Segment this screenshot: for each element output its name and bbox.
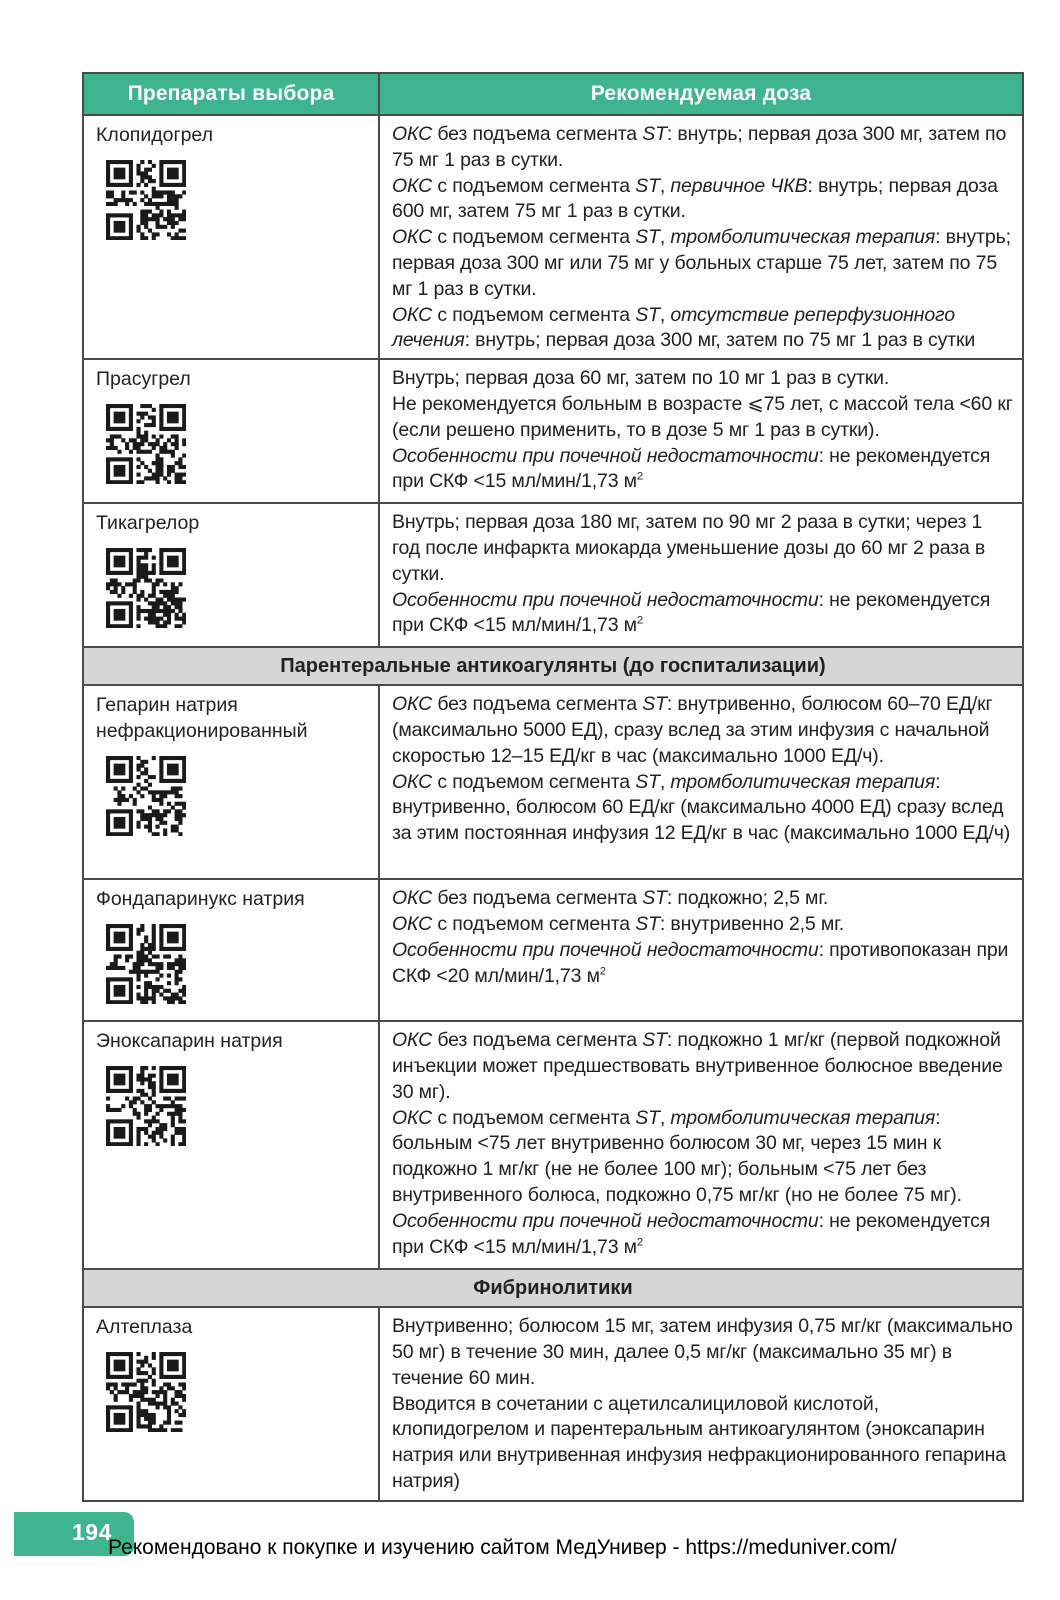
table-row: [83, 1307, 1023, 1501]
drug-name-cell: [83, 359, 379, 503]
dose-cell: ОКС без подъема сегмента ST: внутрь; первая доза 300 мг, затем по 75 мг 1 раз в сутки. ОКС с подъемом сегмента ST, первичное ЧКВ: внутрь; первая доза 600 мг, затем 75 мг 1 раз в сутки. ОКС с подъемом сегмента ST, тромболитическая терапия: внутрь; первая доза 300 мг или 75 мг у больных старше 75 лет, затем по 75 мг 1 раз в сутки. ОКС с подъемом сегмента ST, отсутствие реперфузионного лечения: внутрь; первая доза 300 мг, затем по 75 мг 1 раз в сутки: [379, 115, 1023, 359]
qr-code-icon: [106, 160, 186, 240]
table-row: [83, 503, 1023, 647]
dose-cell: Внутрь; первая доза 60 мг, затем по 10 мг 1 раз в сутки. Не рекомендуется больным в возрасте ⩽75 лет, с массой тела <60 кг (если решено применить, то в дозе 5 мг 1 раз в сутки). Особенности при почечной недостаточности: не рекомендуется при СКФ <15 мл/мин/1,73 $м^2$: [379, 359, 1023, 503]
dose-cell: ОКС без подъема сегмента ST: подкожно 1 мг/кг (первой подкожной инъекции может предшествовать внутривенное болюсное введение 30 мг). ОКС с подъемом сегмента ST, тромболитическая терапия: больным <75 лет внутривенно болюсом 30 мг, через 15 мин к подкожно 1 мг/кг (не не более 100 мг); больным <75 лет без внутривенного болюса, подкожно 0,75 мг/кг (но не более 75 мг). Особенности при почечной недостаточности: не рекомендуется при СКФ <15 мл/мин/1,73 $м^2$: [379, 1021, 1023, 1269]
qr-code-icon: [106, 756, 186, 836]
table-header-row: [83, 73, 1023, 115]
qr-code-icon: [106, 404, 186, 484]
drug-name: Эноксапарин натрия: [96, 1030, 283, 1053]
table-body: [83, 115, 1023, 1501]
dose-cell: ОКС без подъема сегмента ST: подкожно; 2,5 мг. ОКС с подъемом сегмента ST: внутривенно 2,5 мг. Особенности при почечной недостаточности: противопоказан при СКФ <20 мл/мин/1,73 $м^2$: [379, 879, 1023, 1021]
qr-code-icon: [106, 924, 186, 1004]
section-title: Парентеральные антикоагулянты (до госпитализации): [83, 647, 1023, 685]
dose-cell: Внутрь; первая доза 180 мг, затем по 90 мг 2 раза в сутки; через 1 год после инфаркта миокарда уменьшение дозы до 60 мг 2 раза в сутки. Особенности при почечной недостаточности: не рекомендуется при СКФ <15 мл/мин/1,73 $м^2$: [379, 503, 1023, 647]
drug-name-cell: [83, 1021, 379, 1269]
table-row: [83, 685, 1023, 879]
qr-code-icon: [106, 1352, 186, 1432]
drug-name-cell: [83, 879, 379, 1021]
qr-code-icon: [106, 1066, 186, 1146]
table-row: [83, 359, 1023, 503]
section-row: [83, 1269, 1023, 1307]
drug-name-cell: [83, 503, 379, 647]
table-row: [83, 115, 1023, 359]
dose-cell: ОКС без подъема сегмента ST: внутривенно, болюсом 60–70 ЕД/кг (максимально 5000 ЕД), сразу вслед за этим инфузия с начальной скоростью 12–15 ЕД/кг в час (максимально 1000 ЕД/ч). ОКС с подъемом сегмента ST, тромболитическая терапия: внутривенно, болюсом 60 ЕД/кг (максимально 4000 ЕД) сразу вслед за этим постоянная инфузия 12 ЕД/кг в час (максимально 1000 ЕД/ч): [379, 685, 1023, 879]
table-row: [83, 879, 1023, 1021]
header-recommended-dose: Рекомендуемая доза: [379, 73, 1023, 115]
drug-name-cell: [83, 115, 379, 359]
drug-name: Фондапаринукс натрия: [96, 888, 305, 911]
drug-name-cell: [83, 685, 379, 879]
dose-cell: Внутривенно; болюсом 15 мг, затем инфузия 0,75 мг/кг (максимально 50 мг) в течение 30 мин, далее 0,5 мг/кг (максимально 35 мг) в течение 60 мин. Вводится в сочетании с ацетилсалициловой кислотой, клопидогрелом и парентеральным антикоагулянтом (эноксапарин натрия или внутривенная инфузия нефракционированного гепарина натрия): [379, 1307, 1023, 1501]
drug-dosage-table: [82, 72, 1024, 1502]
table-row: [83, 1021, 1023, 1269]
drug-name-cell: [83, 1307, 379, 1501]
header-drugs-of-choice: Препараты выбора: [83, 73, 379, 115]
page-number: 194: [72, 1519, 112, 1545]
drug-name: Гепарин натрия нефракционированный: [96, 694, 308, 743]
drug-name: Алтеплаза: [96, 1316, 193, 1339]
drug-name: Клопидогрел: [96, 124, 214, 146]
section-title: Фибринолитики: [83, 1269, 1023, 1307]
drug-name: Прасугрел: [96, 368, 191, 391]
section-row: [83, 647, 1023, 685]
footer-watermark: Рекомендовано к покупке и изучению сайтом МедУнивер - https://meduniver.com/: [108, 1536, 897, 1559]
drug-name: Тикагрелор: [96, 512, 200, 535]
qr-code-icon: [106, 548, 186, 628]
